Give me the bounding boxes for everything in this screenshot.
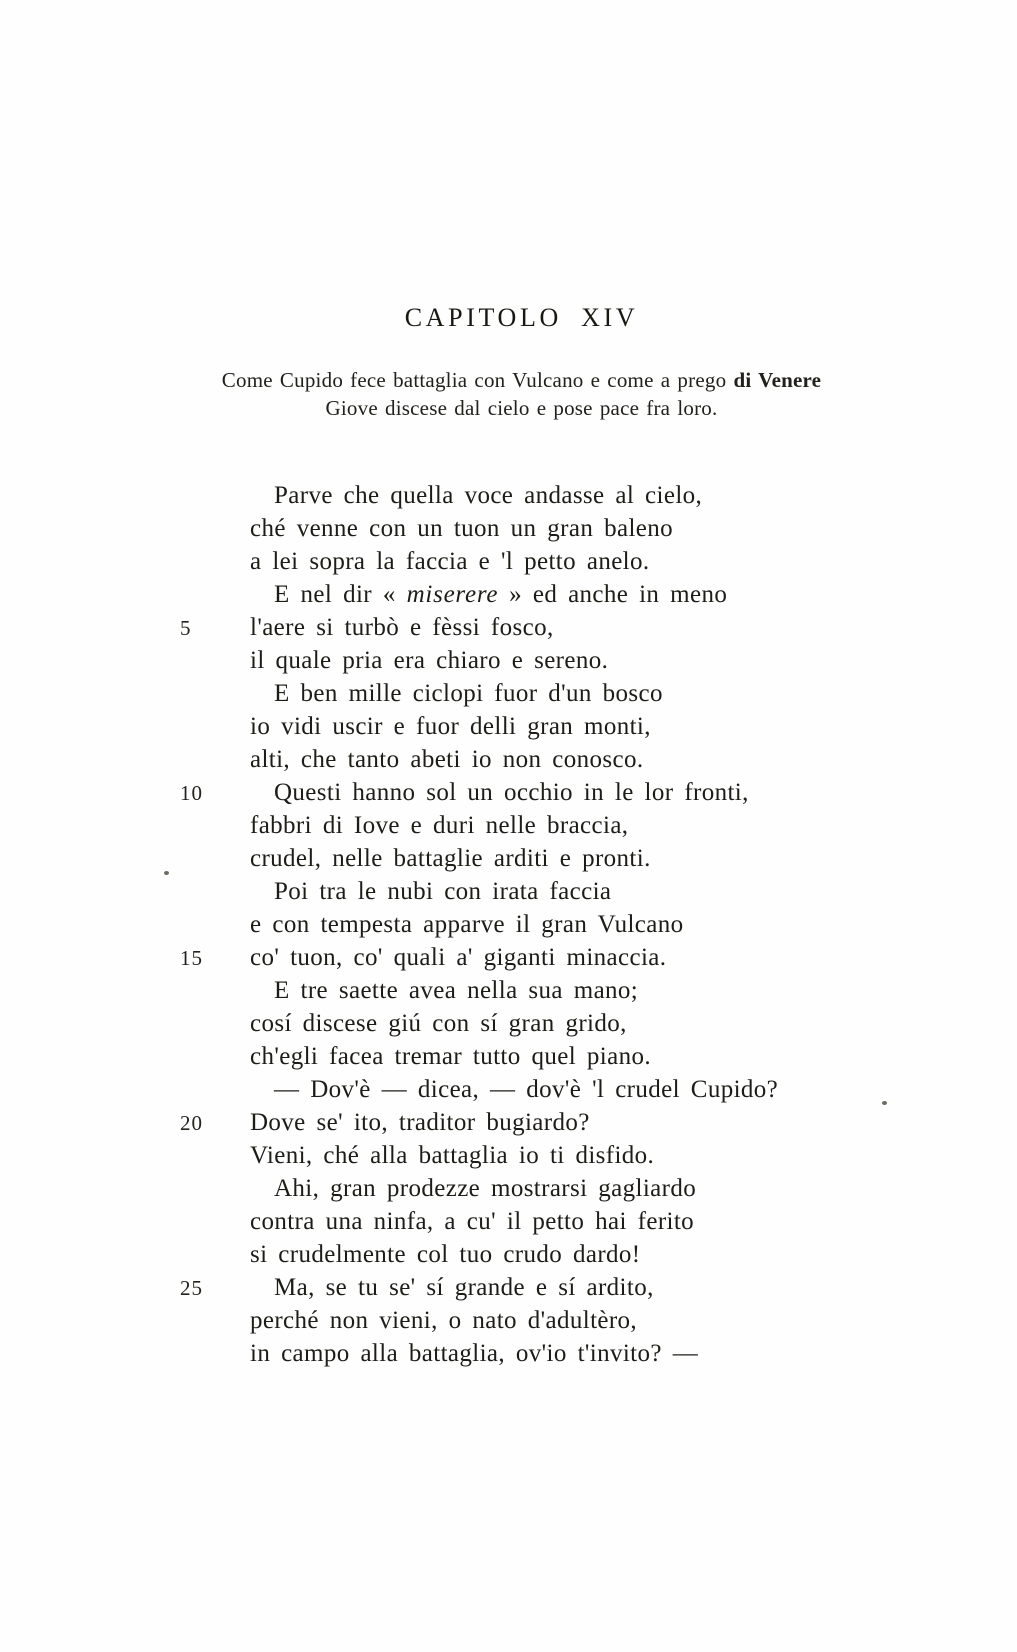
verse-line-text: ch'egli facea tremar tutto quel piano. [250,1043,651,1070]
verse-line [180,911,778,944]
verse-line [180,1241,778,1274]
verse-line-text: ché venne con un tuon un gran baleno [250,515,673,542]
chapter-argument [26,366,1017,422]
verse-line [180,1175,778,1208]
verse-line [180,977,778,1010]
verse-line [180,1010,778,1043]
verse-line-text: — Dov'è — dicea, — dov'è 'l crudel Cupido? [274,1076,779,1103]
verse-line-text: il quale pria era chiaro e sereno. [250,647,609,674]
verse-line-text: Poi tra le nubi con irata faccia [274,878,612,905]
verse-line [180,878,778,911]
verse-line [180,515,778,548]
verse-line-text: E nel dir « miserere » ed anche in meno [274,581,728,608]
verse-line-text: in campo alla battaglia, ov'io t'invito? — [250,1340,699,1367]
verse-line-text: perché non vieni, o nato d'adultèro, [250,1307,638,1334]
verse-line [180,845,778,878]
verse-line-text: a lei sopra la faccia e 'l petto anelo. [250,548,650,575]
verse-line-text: Dove se' ito, traditor bugiardo? [250,1109,590,1136]
verse-line-text: l'aere si turbò e fèssi fosco, [250,614,554,641]
verse-line-text: Ma, se tu se' sí grande e sí ardito, [274,1274,654,1301]
verse-line-text: Questi hanno sol un occhio in le lor fronti, [274,779,749,806]
argument-line-1-regular: Come Cupido fece battaglia con Vulcano e come a prego [221,368,734,392]
verse-line [180,779,778,812]
line-number: 25 [180,1276,204,1300]
line-number: 5 [180,616,192,640]
verse-line-text: Vieni, ché alla battaglia io ti disfido. [250,1142,655,1169]
verse-line [180,713,778,746]
verse-line [180,647,778,680]
verse-line-text: Parve che quella voce andasse al cielo, [274,482,703,509]
verse-line [180,1274,778,1307]
verse-line [180,812,778,845]
verse-line-text: Ahi, gran prodezze mostrarsi gagliardo [274,1175,697,1202]
scan-speck [164,871,169,875]
verse-line-text: si crudelmente col tuo crudo dardo! [250,1241,641,1268]
verse-line [180,581,778,614]
verse-line [180,1142,778,1175]
line-number: 10 [180,781,204,805]
verse-line [180,746,778,779]
verse-line [180,1043,778,1076]
page-header [0,303,1017,422]
verse-line [180,1076,778,1109]
verse-line-text: alti, che tanto abeti io non conosco. [250,746,644,773]
verse-line [180,680,778,713]
verse-line-text: crudel, nelle battaglie arditi e pronti. [250,845,651,872]
italic-word: miserere [406,581,499,608]
verse-line-text: E ben mille ciclopi fuor d'un bosco [274,680,663,707]
verse-line-text: E tre saette avea nella sua mano; [274,977,639,1004]
chapter-title: CAPITOLO XIV [404,303,639,332]
argument-line-1 [26,366,1017,394]
scan-speck [882,1101,887,1105]
verse-block [180,482,778,1373]
argument-line-1-bold: di Venere [733,368,822,392]
verse-line [180,548,778,581]
verse-line [180,1109,778,1142]
verse-line [180,482,778,515]
verse-line [180,1340,778,1373]
line-number: 20 [180,1111,204,1135]
verse-line [180,1208,778,1241]
verse-line-text: io vidi uscir e fuor delli gran monti, [250,713,651,740]
verse-line [180,1307,778,1340]
verse-line-text: fabbri di Iove e duri nelle braccia, [250,812,629,839]
verse-line-text: cosí discese giú con sí gran grido, [250,1010,627,1037]
verse-line-text: co' tuon, co' quali a' giganti minaccia. [250,944,667,971]
verse-line-text: e con tempesta apparve il gran Vulcano [250,911,684,938]
argument-line-2: Giove discese dal cielo e pose pace fra loro. [325,396,718,420]
verse-line [180,614,778,647]
verse-line-text: contra una ninfa, a cu' il petto hai ferito [250,1208,695,1235]
line-number: 15 [180,946,204,970]
verse-line [180,944,778,977]
